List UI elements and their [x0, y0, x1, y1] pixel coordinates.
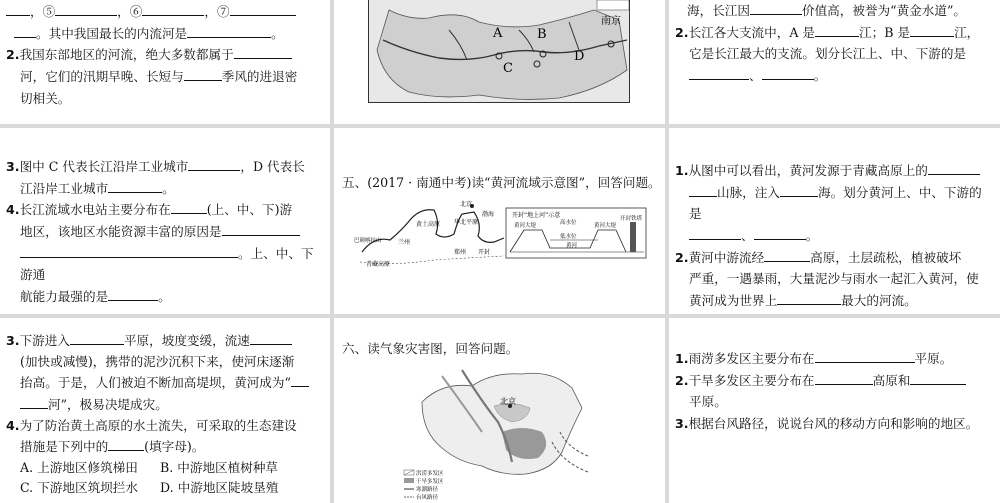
- map-label-d: D: [574, 49, 585, 64]
- map-label-huabei: 华北平原: [454, 219, 479, 226]
- slide-r3c3: [669, 318, 1000, 503]
- map-label-beijing: 北京: [460, 201, 473, 208]
- question-text: 黄河中游流经: [688, 249, 765, 265]
- profile-label-dike-right: 黄河大堤: [594, 223, 617, 229]
- map-label-bayankala: 巴颜喀拉山: [354, 238, 382, 244]
- profile-label-tower: 开封铁塔: [620, 216, 643, 222]
- question-text: 江沿岸工业城市: [20, 180, 109, 196]
- profile-label-high-water: 高水位: [560, 220, 577, 226]
- question-text: 高原和: [872, 372, 911, 388]
- legend-coldwave: 寒潮路径: [416, 487, 439, 493]
- profile-title: 开封“地上河”示意: [512, 212, 561, 219]
- map-label-b: B: [537, 27, 547, 42]
- question-text: 江；B 是: [859, 24, 911, 40]
- weather-disaster-map: [402, 362, 590, 502]
- legend-drought: 干旱多发区: [416, 479, 444, 485]
- question-text: 从图中可以看出，黄河发源于青藏高原上的: [688, 163, 928, 178]
- question-text: 干旱多发区主要分布在: [688, 372, 815, 388]
- map-label-nanjing: 南京: [601, 16, 621, 27]
- profile-label-low-water: 低水位: [560, 234, 577, 240]
- question-text: 我国东部地区的河流，绝大多数都属于: [19, 47, 234, 63]
- section-heading: 五、(2017 · 南通中考)读“黄河流域示意图”，回答问题。: [342, 175, 661, 190]
- question-text: 山脉，注入: [717, 184, 780, 200]
- slide-r3c1: [0, 318, 330, 503]
- question-text: 最大的河流。: [841, 292, 917, 308]
- slide-r2c1: [0, 128, 330, 314]
- question-number: 4.: [6, 417, 20, 433]
- section-heading: 六、读气象灾害图，回答问题。: [342, 341, 519, 356]
- map-label-c: C: [503, 61, 513, 76]
- question-number: 3.: [675, 415, 689, 431]
- profile-label-river: 黄河: [566, 243, 578, 249]
- question-text: 江，: [954, 24, 980, 40]
- question-text: 它是长江最大的支流。划分长江上、中、下游的是: [689, 46, 967, 62]
- map-label-bohai: 渤海: [482, 211, 495, 218]
- question-number: 3.: [6, 159, 20, 174]
- question-text: 下游进入: [19, 333, 70, 348]
- map-label-lanzhou: 兰州: [398, 239, 411, 246]
- yellow-river-map-svg: [354, 200, 649, 268]
- question-number: 3.: [6, 333, 20, 348]
- option-d: D. 中游地区陡坡垦殖: [160, 480, 279, 496]
- map-label-kaifeng: 开封: [478, 249, 491, 256]
- question-text: 平原。: [914, 351, 953, 366]
- slide-r3c2: [334, 318, 665, 503]
- slide-r1c3: [669, 0, 1000, 124]
- question-text: 航能力最强的是: [20, 288, 109, 304]
- question-text: 雨涝多发区主要分布在: [688, 351, 815, 366]
- map-label-beijing: 北京: [500, 397, 516, 406]
- legend-flood: 洪涝多发区: [416, 471, 444, 477]
- question-number: 2.: [675, 372, 689, 388]
- question-text: 平原。: [689, 394, 727, 410]
- question-text: 河”，极易决堤成灾。: [48, 396, 168, 412]
- option-b: B. 中游地区植树种草: [160, 459, 279, 475]
- question-text: 海。划分黄河上、中、下游的是: [689, 184, 982, 222]
- question-text: 措施是下列中的: [20, 439, 109, 455]
- yellow-river-map: [354, 200, 649, 268]
- question-text: 河，它们的汛期早晚、长短与: [20, 68, 184, 84]
- text: 价值高，被誉为“黄金水道”。: [801, 3, 966, 18]
- question-text: 季风的进退密: [221, 68, 298, 84]
- map-label-zhengzhou: 郑州: [454, 249, 467, 256]
- question-text: 长江流域水电站主要分布在: [19, 202, 171, 218]
- question-text: 。上、中、下游通: [20, 245, 314, 283]
- profile-label-dike-left: 黄河大堤: [514, 223, 537, 229]
- question-text: 高原，土层疏松，植被破坏: [810, 249, 962, 265]
- question-text: 平原，坡度变缓，流速: [123, 333, 250, 348]
- slide-r1c2: [334, 0, 665, 124]
- question-text: 为了防治黄土高原的水土流失，可采取的生态建设: [19, 417, 297, 433]
- slide-r2c3: [669, 128, 1000, 314]
- slide-r2c2: [334, 128, 665, 314]
- text: 、: [749, 67, 762, 83]
- question-text: 。: [162, 180, 175, 196]
- text: 、: [741, 227, 754, 243]
- question-text: 根据台风路径，说说台风的移动方向和影响的地区。: [688, 415, 979, 431]
- question-text: 长江各大支流中，A 是: [688, 24, 816, 40]
- yangtze-map-svg: [369, 0, 629, 102]
- text: ，⑦: [204, 4, 230, 19]
- map-label-a: A: [493, 26, 503, 41]
- question-text: (填字母)。: [144, 439, 205, 455]
- question-text: (上、中、下)游: [206, 202, 293, 218]
- question-text: 图中 C 代表长江沿岸工业城市: [19, 159, 189, 174]
- question-text: 严重，一遇暴雨，大量泥沙与雨水一起汇入黄河，使: [689, 271, 979, 287]
- question-text: (加快或减慢)，携带的泥沙沉积下来，使河床逐渐: [20, 353, 295, 369]
- question-text: 抬高。于是，人们被迫不断加高堤坝，黄河成为“: [20, 375, 291, 391]
- question-text: 切相关。: [20, 90, 71, 106]
- option-a: A. 上游地区修筑梯田: [20, 459, 138, 475]
- question-text: 黄河成为世界上: [689, 292, 778, 308]
- question-text: ，D 代表长: [240, 159, 305, 174]
- option-c: C. 下游地区筑坝拦水: [20, 480, 138, 496]
- question-number: 1.: [675, 163, 689, 178]
- slide-r1c1: [0, 0, 330, 124]
- question-text: 。: [158, 288, 171, 304]
- question-number: 2.: [675, 249, 689, 265]
- map-label-qingzang: 青藏高原: [366, 261, 391, 268]
- question-number: 2.: [6, 47, 20, 63]
- text: 。: [813, 67, 827, 83]
- question-number: 2.: [675, 24, 689, 40]
- text: 。: [805, 227, 819, 243]
- text: ，⑤: [30, 4, 56, 19]
- question-text: 地区，该地区水能资源丰富的原因是: [20, 223, 222, 239]
- question-number: 1.: [675, 351, 689, 366]
- question-number: 4.: [6, 202, 20, 218]
- text: ，⑥: [117, 4, 143, 19]
- weather-disaster-map-svg: [402, 362, 590, 502]
- legend-typhoon: 台风路径: [416, 495, 439, 501]
- text: 海，长江因: [687, 3, 750, 18]
- text: 。其中我国最长的内流河是: [36, 25, 188, 41]
- map-label-loess: 黄土高原: [416, 221, 441, 228]
- yangtze-map: [368, 0, 630, 103]
- text: 。: [271, 25, 284, 41]
